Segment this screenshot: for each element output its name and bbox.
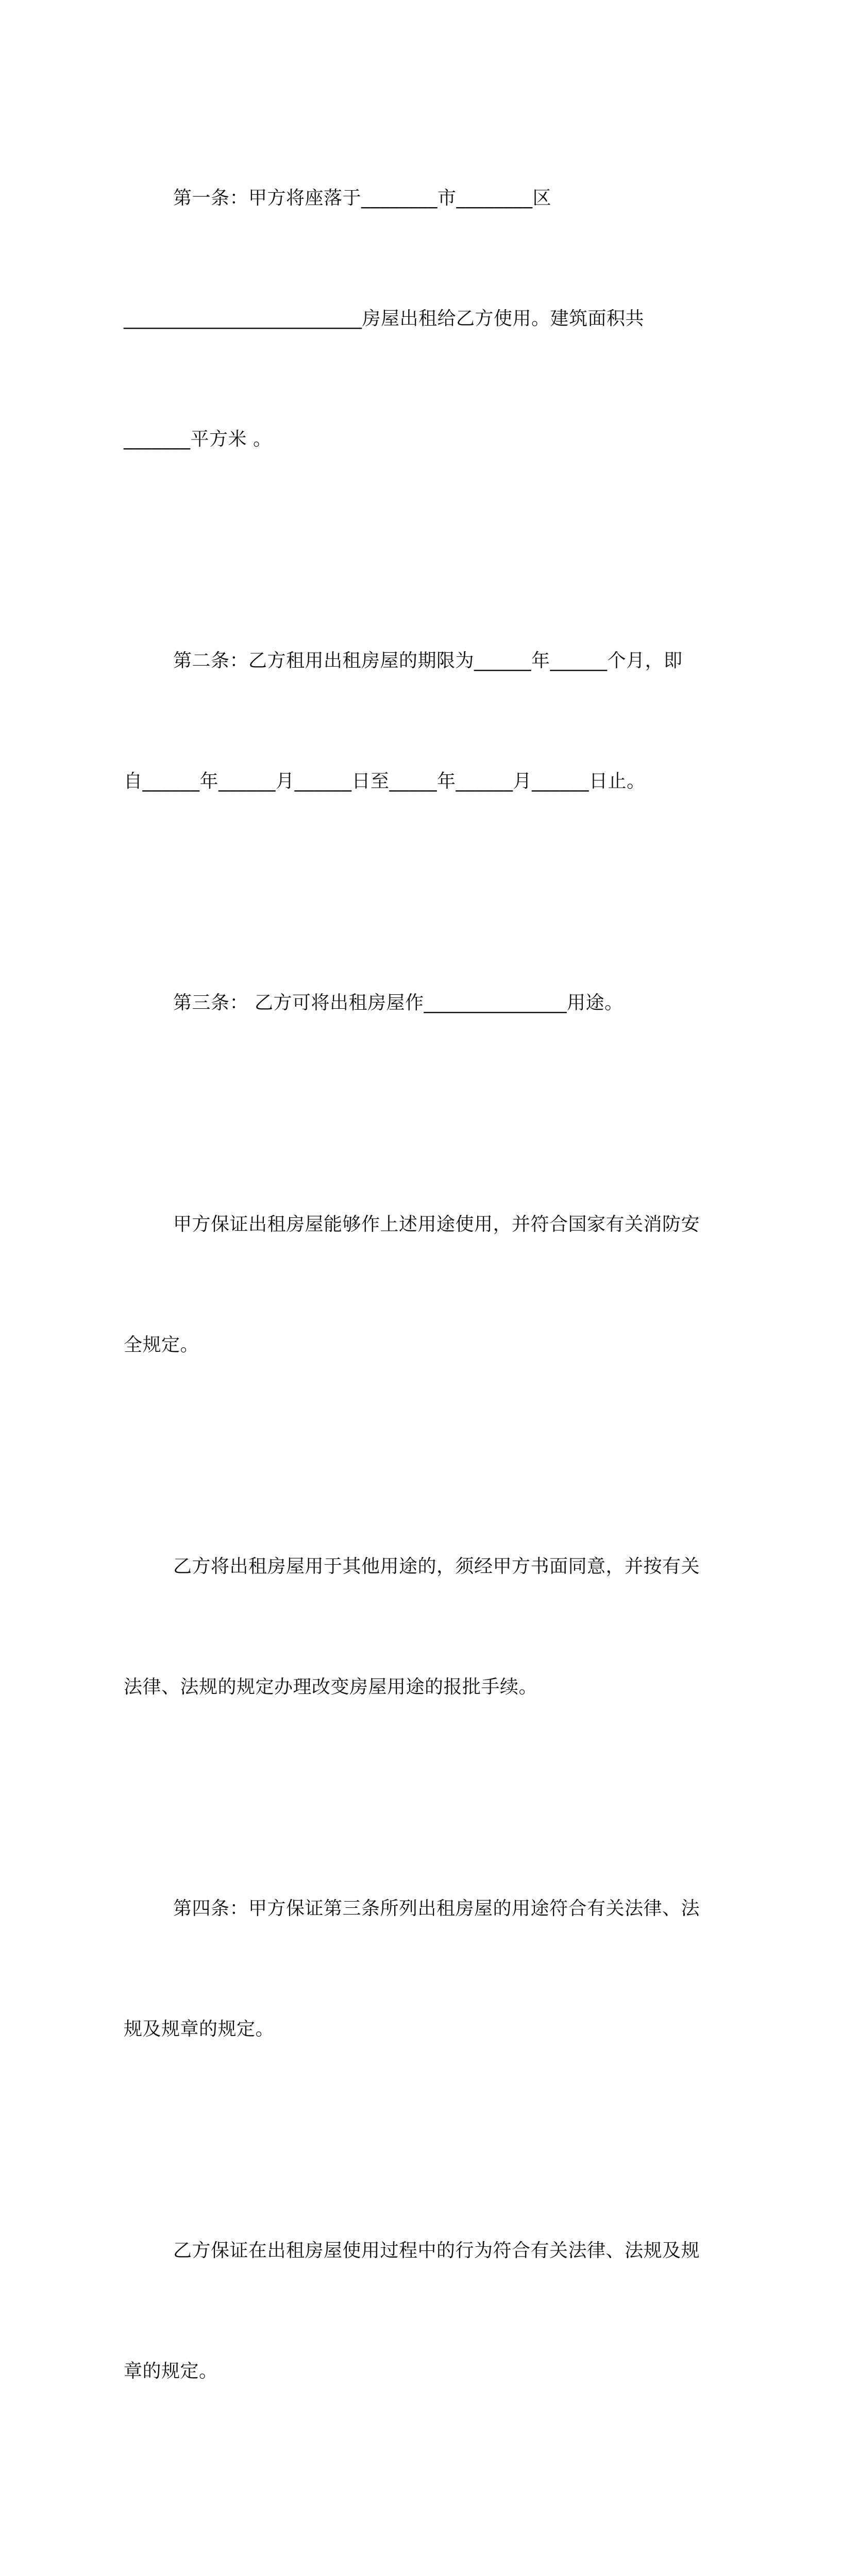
text-line: 规及规章的规定。 [124, 2019, 275, 2040]
text-line: 全规定。 [124, 1334, 199, 1355]
text-line: 自______年______月______日至_____年______月______日止。 [124, 771, 646, 792]
article-2 [124, 561, 716, 882]
article-4-paragraph-2 [124, 2150, 716, 2472]
document-body [124, 98, 716, 2576]
text-line: _______平方米 。 [124, 429, 272, 450]
text-line: 第二条：乙方租用出租房屋的期限为______年______个月，即 [173, 650, 683, 671]
text-line: 第三条： 乙方可将出租房屋作_______________用途。 [173, 992, 624, 1013]
article-3-paragraph-3 [124, 1466, 716, 1788]
text-line: _________________________房屋出租给乙方使用。建筑面积共 [124, 308, 645, 329]
article-3 [124, 903, 716, 1104]
article-5 [124, 2493, 716, 2576]
text-line: 乙方保证在出租房屋使用过程中的行为符合有关法律、法规及规 [173, 2240, 700, 2261]
text-line: 章的规定。 [124, 2361, 218, 2382]
article-3-paragraph-2 [124, 1124, 716, 1446]
text-line: 甲方保证出租房屋能够作上述用途使用，并符合国家有关消防安 [173, 1214, 700, 1235]
article-4 [124, 1808, 716, 2130]
text-line: 第四条：甲方保证第三条所列出租房屋的用途符合有关法律、法 [173, 1898, 700, 1919]
article-1 [124, 98, 716, 540]
text-line: 法律、法规的规定办理改变房屋用途的报批手续。 [124, 1676, 538, 1698]
text-line: 第一条：甲方将座落于________市________区 [173, 188, 552, 209]
text-line [124, 2573, 716, 2576]
text-line: 乙方将出租房屋用于其他用途的，须经甲方书面同意，并按有关 [173, 1556, 700, 1577]
